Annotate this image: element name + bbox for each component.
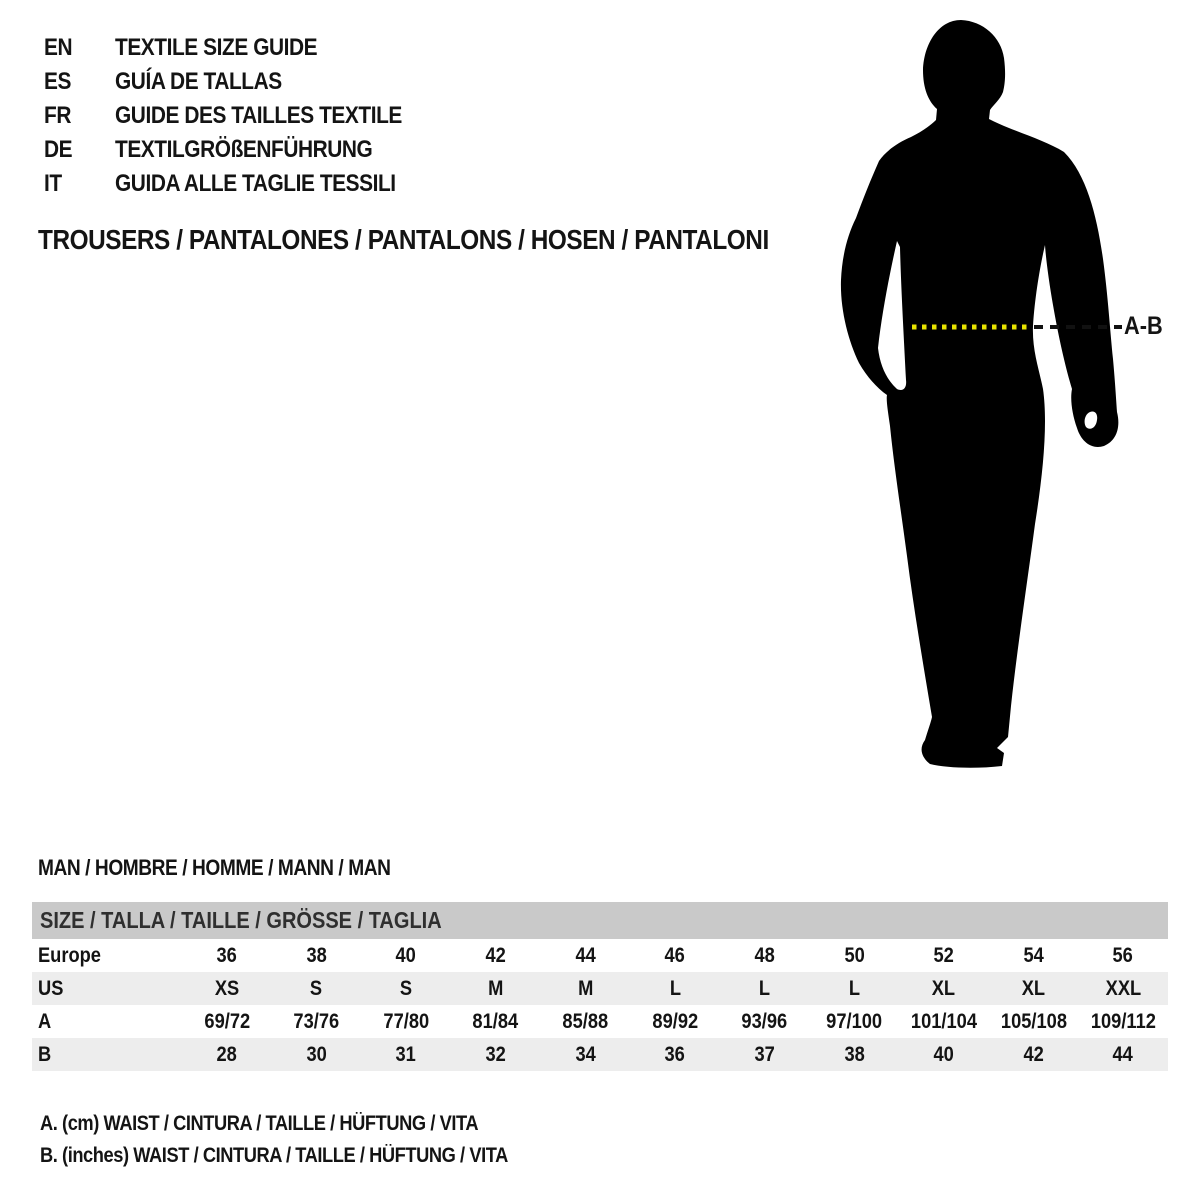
row-label: Europe [38, 943, 101, 967]
size-cell: S [310, 976, 323, 1000]
lang-code: FR [44, 102, 71, 129]
lang-code: ES [44, 68, 71, 95]
size-cell: 56 [1113, 943, 1134, 967]
size-cell: 105/108 [1000, 1009, 1067, 1033]
size-cell: 37 [754, 1042, 775, 1066]
row-label: A [38, 1009, 52, 1033]
size-cell: L [848, 976, 860, 1000]
size-cell: 32 [485, 1042, 506, 1066]
size-cell: 40 [395, 943, 417, 967]
lang-code: EN [44, 34, 73, 61]
size-cell: 54 [1023, 943, 1044, 967]
size-cell: 38 [844, 1042, 865, 1066]
size-cell: 97/100 [826, 1009, 883, 1033]
size-cell: L [759, 976, 771, 1000]
row-label: US [38, 976, 64, 1000]
table-row-europe [32, 939, 1168, 972]
size-cell: 69/72 [203, 1009, 250, 1033]
lang-code: IT [44, 170, 62, 197]
size-cell: M [488, 976, 504, 1000]
size-cell: 81/84 [472, 1009, 519, 1033]
size-cell: 31 [395, 1042, 417, 1066]
size-cell: S [399, 976, 413, 1000]
lang-label: GUÍA DE TALLAS [115, 68, 282, 95]
size-cell: XL [1021, 976, 1046, 1000]
lang-label: TEXTILE SIZE GUIDE [115, 34, 318, 61]
table-row-a-cm [32, 1005, 1168, 1038]
lang-label: GUIDE DES TAILLES TEXTILE [115, 102, 402, 129]
size-cell: XXL [1105, 976, 1141, 1000]
size-cell: 38 [306, 943, 327, 967]
table-row-us [32, 972, 1168, 1005]
measure-label: A-B [1124, 312, 1163, 340]
size-cell: 77/80 [383, 1009, 429, 1033]
size-cell: 44 [575, 943, 596, 967]
lang-label: TEXTILGRÖßENFÜHRUNG [115, 136, 373, 163]
product-title: TROUSERS / PANTALONES / PANTALONS / HOSEN / PANTALONI [38, 224, 769, 255]
size-cell: 28 [216, 1042, 237, 1066]
row-label: B [38, 1042, 52, 1066]
size-cell: 109/112 [1090, 1009, 1156, 1033]
size-cell: 93/96 [741, 1009, 788, 1033]
size-cell: XL [932, 976, 956, 1000]
lang-label: GUIDA ALLE TAGLIE TESSILI [115, 170, 396, 197]
size-cell: 44 [1113, 1042, 1134, 1066]
footnote-a: A. (cm) WAIST / CINTURA / TAILLE / HÜFTUNG / VITA [40, 1112, 479, 1135]
size-cell: XS [214, 976, 239, 1000]
size-cell: M [577, 976, 593, 1000]
lang-code: DE [44, 136, 73, 163]
gender-heading: MAN / HOMBRE / HOMME / MANN / MAN [38, 855, 391, 880]
size-table-header: SIZE / TALLA / TAILLE / GRÖSSE / TAGLIA [32, 902, 1168, 939]
size-cell: 42 [485, 943, 506, 967]
size-cell: 36 [664, 1042, 686, 1066]
size-cell: L [669, 976, 681, 1000]
footnote-b: B. (inches) WAIST / CINTURA / TAILLE / HÜFTUNG / VITA [40, 1144, 508, 1167]
table-row-b-inches [32, 1038, 1168, 1071]
size-cell: 40 [933, 1042, 955, 1066]
size-cell: 85/88 [562, 1009, 609, 1033]
size-cell: 101/104 [910, 1009, 977, 1033]
size-cell: 30 [306, 1042, 327, 1066]
size-cell: 73/76 [293, 1009, 340, 1033]
size-cell: 42 [1023, 1042, 1044, 1066]
size-cell: 89/92 [652, 1009, 698, 1033]
size-cell: 48 [754, 943, 775, 967]
size-cell: 52 [933, 943, 955, 967]
size-cell: 50 [844, 943, 865, 967]
size-cell: 46 [664, 943, 686, 967]
size-cell: 36 [216, 943, 237, 967]
size-cell: 34 [575, 1042, 596, 1066]
